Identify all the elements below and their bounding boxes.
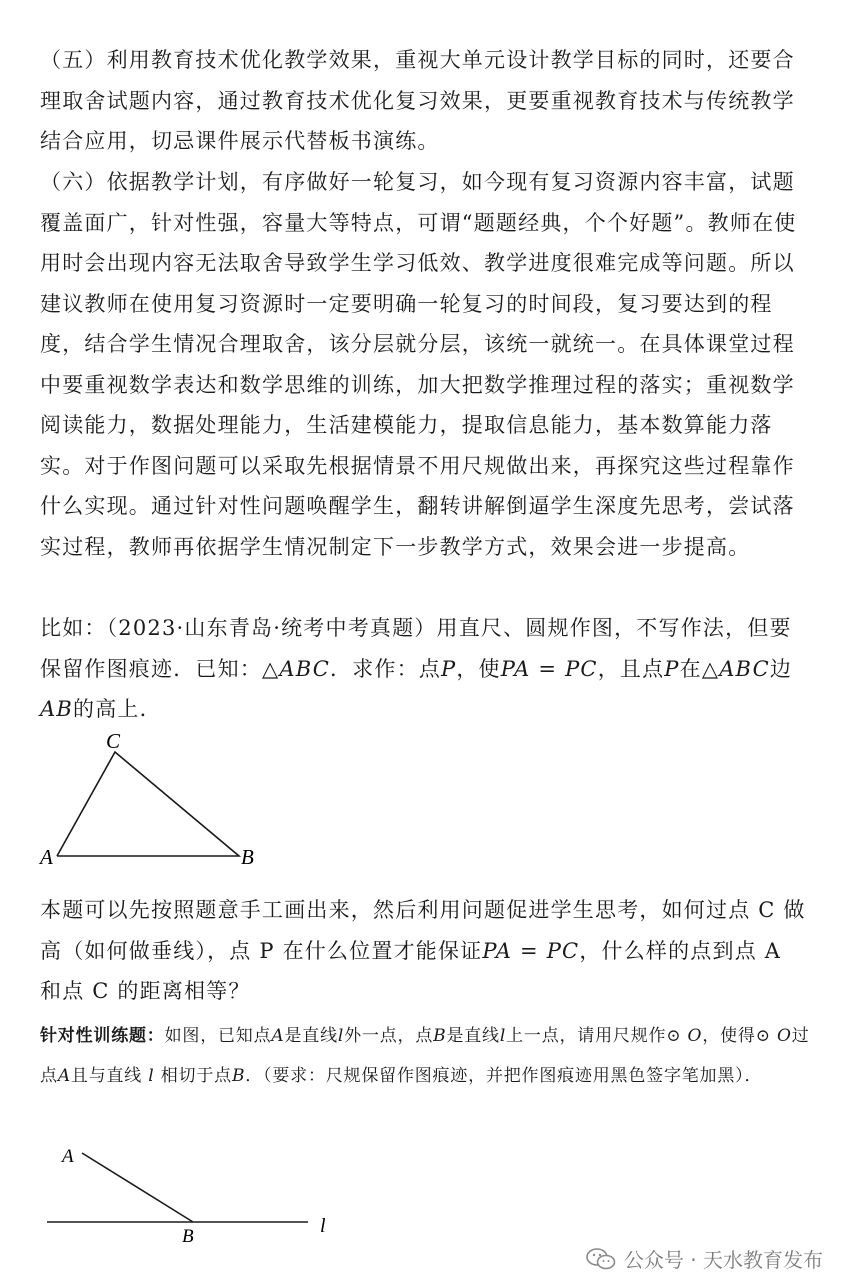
point-p: P bbox=[441, 656, 457, 681]
training-text-2: 是直线 bbox=[284, 1026, 338, 1046]
training-a-2: A bbox=[57, 1066, 71, 1086]
example-text-2: ．求作：点 bbox=[330, 656, 442, 681]
segment-ab bbox=[82, 1153, 193, 1222]
equation-pa-pc: PA = PC bbox=[500, 656, 598, 681]
wechat-icon bbox=[586, 1247, 616, 1271]
training-text-9: 相切于点 bbox=[154, 1066, 232, 1086]
training-l: l bbox=[337, 1026, 345, 1046]
training-heading: 针对性训练题： bbox=[40, 1026, 165, 1046]
training-text-3: 外一点，点 bbox=[344, 1026, 434, 1046]
training-text-1: 如图，已知点 bbox=[164, 1026, 272, 1046]
analysis-text-2: ，什么样的点到点 A 和点 C 的距离相等？ bbox=[40, 938, 782, 1003]
training-a: A bbox=[271, 1026, 285, 1046]
label-l: l bbox=[320, 1215, 326, 1237]
training-b-2: B bbox=[231, 1066, 246, 1086]
example-text-7: 的高上． bbox=[73, 697, 162, 721]
training-l-2: l bbox=[499, 1026, 507, 1046]
label-b: B bbox=[241, 845, 254, 869]
circle-o: ⊙ O bbox=[666, 1026, 703, 1046]
example-text-5: 在 bbox=[679, 656, 702, 681]
training-text-8: 且与直线 bbox=[70, 1066, 149, 1086]
example-text-1: 比如：（2023·山东青岛·统考中考真题）用直尺、圆规作图，不写作法，但要保留作图痕迹．已知： bbox=[40, 616, 792, 681]
circle-o-2: ⊙ O bbox=[755, 1026, 792, 1046]
training-text-10: ．（要求：尺规保留作图痕迹，并把作图痕迹用黑色签字笔加黑）． bbox=[245, 1066, 763, 1086]
watermark-text: 公众号 · 天水教育发布 bbox=[623, 1248, 823, 1272]
triangle-abc: △ABC bbox=[262, 656, 331, 681]
label-c: C bbox=[106, 729, 121, 753]
paragraph-five: （五）利用教育技术优化教学效果，重视大单元设计教学目标的同时，还要合理取舍试题内容，通过教育技术优化复习效果，更要重视教育技术与传统教学结合应用，切忌课件展示代替板书演练。 bbox=[40, 48, 795, 153]
label-a-2: A bbox=[62, 1146, 74, 1167]
training-text-6: ，使得 bbox=[702, 1026, 756, 1046]
analysis-text-1: 本题可以先按照题意手工画出来，然后利用问题促进学生思考，如何过点 C 做高（如何做垂线），点 P 在什么位置才能保证 bbox=[40, 898, 806, 963]
watermark bbox=[586, 1244, 823, 1273]
example-text-6: 边 bbox=[769, 656, 793, 681]
label-b-2: B bbox=[182, 1226, 194, 1247]
example-text-4: ，且点 bbox=[597, 656, 665, 681]
training-b: B bbox=[433, 1026, 447, 1046]
example-problem bbox=[40, 608, 810, 730]
analysis-paragraph bbox=[40, 890, 810, 1012]
triangle-outline bbox=[57, 752, 239, 856]
example-text-3: ，使 bbox=[456, 656, 501, 681]
point-p-2: P bbox=[664, 656, 680, 681]
training-l-3: l bbox=[148, 1066, 155, 1086]
label-a: A bbox=[40, 845, 53, 869]
training-text-7: 过点 bbox=[40, 1026, 810, 1086]
side-ab: AB bbox=[40, 697, 73, 721]
paragraph-six: （六）依据教学计划，有序做好一轮复习，如今现有复习资源内容丰富，试题覆盖面广，针对性强，容量大等特点，可谓“题题经典，个个好题”。教师在使用时会出现内容无法取舍导致学生学习低效、教学进度很难完成等问题。所以建议教师在使用复习资源时一定要明确一轮复习的时间段，复习要达到的程度，结合学生情况合理取舍，该分层就分层，该统一就统一。在具体课堂过程中要重视数学表达和数学思维的训练，加大把数学推理过程的落实；重视数学阅读能力，数据处理能力，生活建模能力，提取信息能力，基本数算能力落实。对于作图问题可以采取先根据情景不用尺规做出来，再探究这些过程靠作什么实现。通过针对性问题唤醒学生，翻转讲解倒逼学生深度先思考，尝试落实过程，教师再依据学生情况制定下一步教学方式，效果会进一步提高。 bbox=[40, 170, 797, 559]
training-text-4: 是直线 bbox=[446, 1026, 500, 1046]
analysis-equation: PA = PC bbox=[482, 938, 580, 963]
training-text-5: 上一点，请用尺规作 bbox=[506, 1026, 667, 1046]
training-problem bbox=[40, 1016, 810, 1096]
triangle-abc-2: △ABC bbox=[701, 656, 770, 681]
